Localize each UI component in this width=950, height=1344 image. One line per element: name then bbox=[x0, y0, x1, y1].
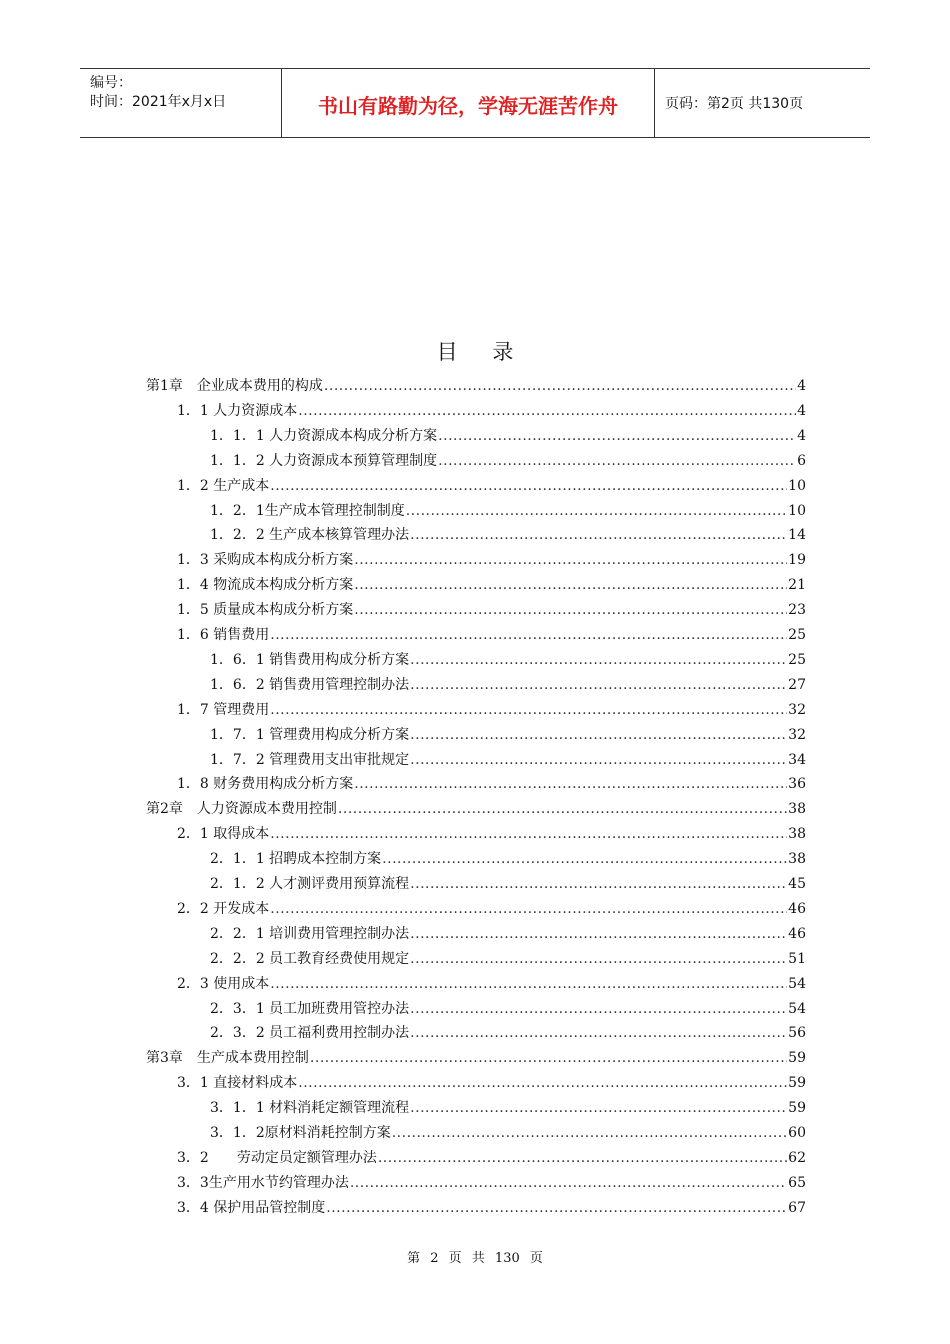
toc-entry-title: 2．3 使用成本 bbox=[177, 975, 270, 992]
header-page-info: 页码：第2页 共130页 bbox=[665, 96, 804, 112]
toc-dot-leader bbox=[410, 926, 787, 942]
toc-entry-title: 2．2．1 培训费用管理控制办法 bbox=[210, 925, 410, 942]
toc-entry[interactable] bbox=[210, 724, 806, 746]
toc-entry[interactable] bbox=[177, 1197, 806, 1219]
toc-entry[interactable] bbox=[210, 1097, 806, 1119]
date-label: 时间：2021年x月x日 bbox=[90, 94, 227, 110]
toc-entry[interactable] bbox=[177, 624, 806, 646]
toc-title: 目 录 bbox=[436, 340, 528, 364]
toc-dot-leader bbox=[298, 403, 796, 419]
toc-entry-page: 46 bbox=[788, 900, 806, 917]
toc-entry-page: 4 bbox=[797, 378, 806, 394]
toc-entry-title: 1．1．1 人力资源成本构成分析方案 bbox=[210, 427, 438, 444]
toc-entry-title: 2．1 取得成本 bbox=[177, 826, 270, 843]
toc-entry-page: 25 bbox=[788, 651, 806, 668]
toc-entry-title: 3．3生产用水节约管理办法 bbox=[177, 1174, 349, 1191]
toc-dot-leader bbox=[410, 1025, 787, 1041]
toc-dot-leader bbox=[270, 901, 787, 917]
toc-dot-leader bbox=[354, 577, 787, 593]
toc-entry-title: 第1章 企业成本费用的构成 bbox=[146, 378, 323, 394]
toc-entry-page: 10 bbox=[788, 477, 806, 494]
toc-entry[interactable] bbox=[210, 500, 806, 522]
toc-dot-leader bbox=[270, 478, 787, 494]
toc-entry[interactable] bbox=[177, 823, 806, 845]
toc-entry[interactable] bbox=[210, 649, 806, 671]
toc-dot-leader bbox=[326, 1200, 787, 1216]
toc-dot-leader bbox=[350, 1175, 787, 1191]
toc-entry[interactable] bbox=[210, 674, 806, 696]
toc-entry-title: 3．4 保护用品管控制度 bbox=[177, 1199, 326, 1216]
toc-dot-leader bbox=[378, 1150, 787, 1166]
number-label: 编号： bbox=[90, 75, 132, 91]
toc-entry-title: 1．8 财务费用构成分析方案 bbox=[177, 776, 354, 793]
toc-entry-page: 10 bbox=[788, 502, 806, 519]
toc-entry[interactable] bbox=[210, 450, 806, 472]
toc-entry[interactable] bbox=[146, 798, 806, 820]
header-meta-cell bbox=[80, 69, 282, 137]
toc-entry-title: 第2章 人力资源成本费用控制 bbox=[146, 801, 337, 818]
toc-entry-title: 1．7．1 管理费用构成分析方案 bbox=[210, 726, 410, 743]
toc-entry-page: 56 bbox=[788, 1025, 806, 1042]
toc-entry[interactable] bbox=[177, 1147, 806, 1169]
toc-entry-page: 38 bbox=[788, 801, 806, 818]
toc-entry-title: 2．2．2 员工教育经费使用规定 bbox=[210, 950, 410, 967]
toc-entry-title: 1．3 采购成本构成分析方案 bbox=[177, 552, 354, 569]
toc-entry-title: 1．6．1 销售费用构成分析方案 bbox=[210, 651, 410, 668]
toc-entry[interactable] bbox=[210, 524, 806, 546]
toc-dot-leader bbox=[410, 527, 787, 543]
toc-dot-leader bbox=[438, 428, 796, 444]
toc-entry-title: 3．1 直接材料成本 bbox=[177, 1075, 298, 1092]
toc-dot-leader bbox=[382, 851, 787, 867]
toc-entry-page: 32 bbox=[788, 726, 806, 743]
toc-entry-page: 4 bbox=[797, 402, 806, 419]
toc-entry[interactable] bbox=[210, 848, 806, 870]
toc-entry-title: 3．1．1 材料消耗定额管理流程 bbox=[210, 1100, 410, 1117]
toc-entry-title: 2．3．1 员工加班费用管控办法 bbox=[210, 1000, 410, 1017]
toc-dot-leader bbox=[410, 677, 787, 693]
toc-entry-title: 1．1 人力资源成本 bbox=[177, 402, 298, 419]
toc-entry[interactable] bbox=[210, 425, 806, 447]
toc-entry-page: 54 bbox=[788, 975, 806, 992]
toc-entry-page: 59 bbox=[788, 1050, 806, 1067]
motto-text: 书山有路勤为径，学海无涯苦作舟 bbox=[318, 94, 618, 118]
toc-entry-title: 2．2 开发成本 bbox=[177, 900, 270, 917]
toc-entry-page: 36 bbox=[788, 776, 806, 793]
toc-entry-page: 46 bbox=[788, 925, 806, 942]
toc-dot-leader bbox=[410, 652, 787, 668]
toc-entry[interactable] bbox=[177, 1172, 806, 1194]
toc-dot-leader bbox=[354, 552, 787, 568]
toc-entry-page: 32 bbox=[788, 701, 806, 718]
toc-entry-page: 65 bbox=[788, 1174, 806, 1191]
toc-entry-page: 45 bbox=[788, 876, 806, 892]
toc-entry-title: 2．1．2 人才测评费用预算流程 bbox=[210, 876, 410, 892]
toc-entry[interactable] bbox=[210, 948, 806, 970]
toc-entry-title: 2．3．2 员工福利费用控制办法 bbox=[210, 1025, 410, 1042]
toc-entry-title: 1．7．2 管理费用支出审批规定 bbox=[210, 751, 410, 768]
toc-dot-leader bbox=[310, 1050, 787, 1066]
toc-entry-page: 25 bbox=[788, 627, 806, 643]
toc-entry-title: 1．6．2 销售费用管理控制办法 bbox=[210, 676, 410, 693]
header-motto-cell bbox=[282, 69, 655, 137]
toc-entry[interactable] bbox=[146, 1047, 806, 1069]
toc-dot-leader bbox=[410, 951, 787, 967]
toc-entry-page: 59 bbox=[788, 1100, 806, 1117]
toc-entry[interactable] bbox=[177, 549, 806, 571]
toc-entry-title: 第3章 生产成本费用控制 bbox=[146, 1050, 309, 1067]
toc-dot-leader bbox=[406, 503, 787, 519]
toc-entry[interactable] bbox=[177, 973, 806, 995]
toc-entry[interactable] bbox=[177, 475, 806, 497]
document-header bbox=[80, 68, 870, 138]
toc-entry-page: 4 bbox=[797, 427, 806, 444]
toc-entry-page: 21 bbox=[788, 577, 806, 594]
toc-entry-title: 3．1．2原材料消耗控制方案 bbox=[210, 1125, 391, 1141]
toc-entry-title: 1．5 质量成本构成分析方案 bbox=[177, 602, 354, 619]
toc-entry-title: 1．4 物流成本构成分析方案 bbox=[177, 577, 354, 594]
toc-dot-leader bbox=[270, 976, 787, 992]
toc-entry[interactable] bbox=[177, 699, 806, 721]
toc-dot-leader bbox=[392, 1125, 787, 1141]
toc-dot-leader bbox=[438, 453, 796, 469]
toc-dot-leader bbox=[354, 776, 787, 792]
toc-entry-title: 1．2．2 生产成本核算管理办法 bbox=[210, 527, 410, 544]
toc-dot-leader bbox=[270, 826, 787, 842]
toc-entry[interactable] bbox=[210, 923, 806, 945]
toc-entry-title: 1．2 生产成本 bbox=[177, 477, 270, 494]
toc-entry-title: 1．2．1生产成本管理控制制度 bbox=[210, 502, 405, 519]
toc-entry-page: 54 bbox=[788, 1000, 806, 1017]
page-footer: 第 2 页 共 130 页 bbox=[407, 1251, 543, 1266]
toc-entry-title: 2．1．1 招聘成本控制方案 bbox=[210, 851, 382, 868]
toc-entry-page: 23 bbox=[788, 602, 806, 619]
toc-dot-leader bbox=[410, 1100, 787, 1116]
toc-entry-title: 1．7 管理费用 bbox=[177, 701, 270, 718]
toc-entry[interactable] bbox=[210, 749, 806, 771]
toc-entry-page: 14 bbox=[788, 527, 806, 544]
toc-entry[interactable] bbox=[177, 400, 806, 422]
toc-entry-page: 27 bbox=[788, 676, 806, 693]
toc-entry[interactable] bbox=[177, 773, 806, 795]
toc-entry-page: 34 bbox=[788, 751, 806, 768]
toc-entry[interactable] bbox=[177, 574, 806, 596]
toc-entry-page: 62 bbox=[788, 1149, 806, 1166]
toc-dot-leader bbox=[270, 627, 787, 643]
toc-dot-leader bbox=[338, 801, 787, 817]
toc-entry[interactable] bbox=[146, 375, 806, 397]
toc-dot-leader bbox=[410, 876, 787, 892]
toc-entry-page: 51 bbox=[788, 950, 806, 967]
toc-dot-leader bbox=[410, 727, 787, 743]
toc-entry[interactable] bbox=[210, 1022, 806, 1044]
toc-dot-leader bbox=[410, 1001, 787, 1017]
toc-entry-title: 1．1．2 人力资源成本预算管理制度 bbox=[210, 452, 438, 469]
toc-entry-page: 6 bbox=[797, 452, 806, 469]
toc-entry[interactable] bbox=[210, 1122, 806, 1144]
toc-entry[interactable] bbox=[177, 599, 806, 621]
toc-entry-page: 67 bbox=[788, 1199, 806, 1216]
toc-entry-page: 38 bbox=[788, 851, 806, 868]
toc-entry-page: 19 bbox=[788, 552, 806, 569]
toc-entry[interactable] bbox=[177, 1072, 806, 1094]
toc-entry[interactable] bbox=[210, 873, 806, 895]
header-page-cell bbox=[655, 69, 870, 137]
toc-dot-leader bbox=[270, 702, 787, 718]
toc-entry-title: 3．2 劳动定员定额管理办法 bbox=[177, 1149, 377, 1166]
toc-dot-leader bbox=[324, 378, 796, 394]
toc-entry-page: 38 bbox=[788, 826, 806, 843]
toc-entry[interactable] bbox=[210, 998, 806, 1020]
toc-dot-leader bbox=[354, 602, 787, 618]
toc-dot-leader bbox=[298, 1075, 787, 1091]
toc-entry[interactable] bbox=[177, 898, 806, 920]
toc-dot-leader bbox=[410, 752, 787, 768]
toc-entry-title: 1．6 销售费用 bbox=[177, 627, 270, 643]
toc-entry-page: 59 bbox=[788, 1075, 806, 1092]
toc-entry-page: 60 bbox=[788, 1125, 806, 1141]
